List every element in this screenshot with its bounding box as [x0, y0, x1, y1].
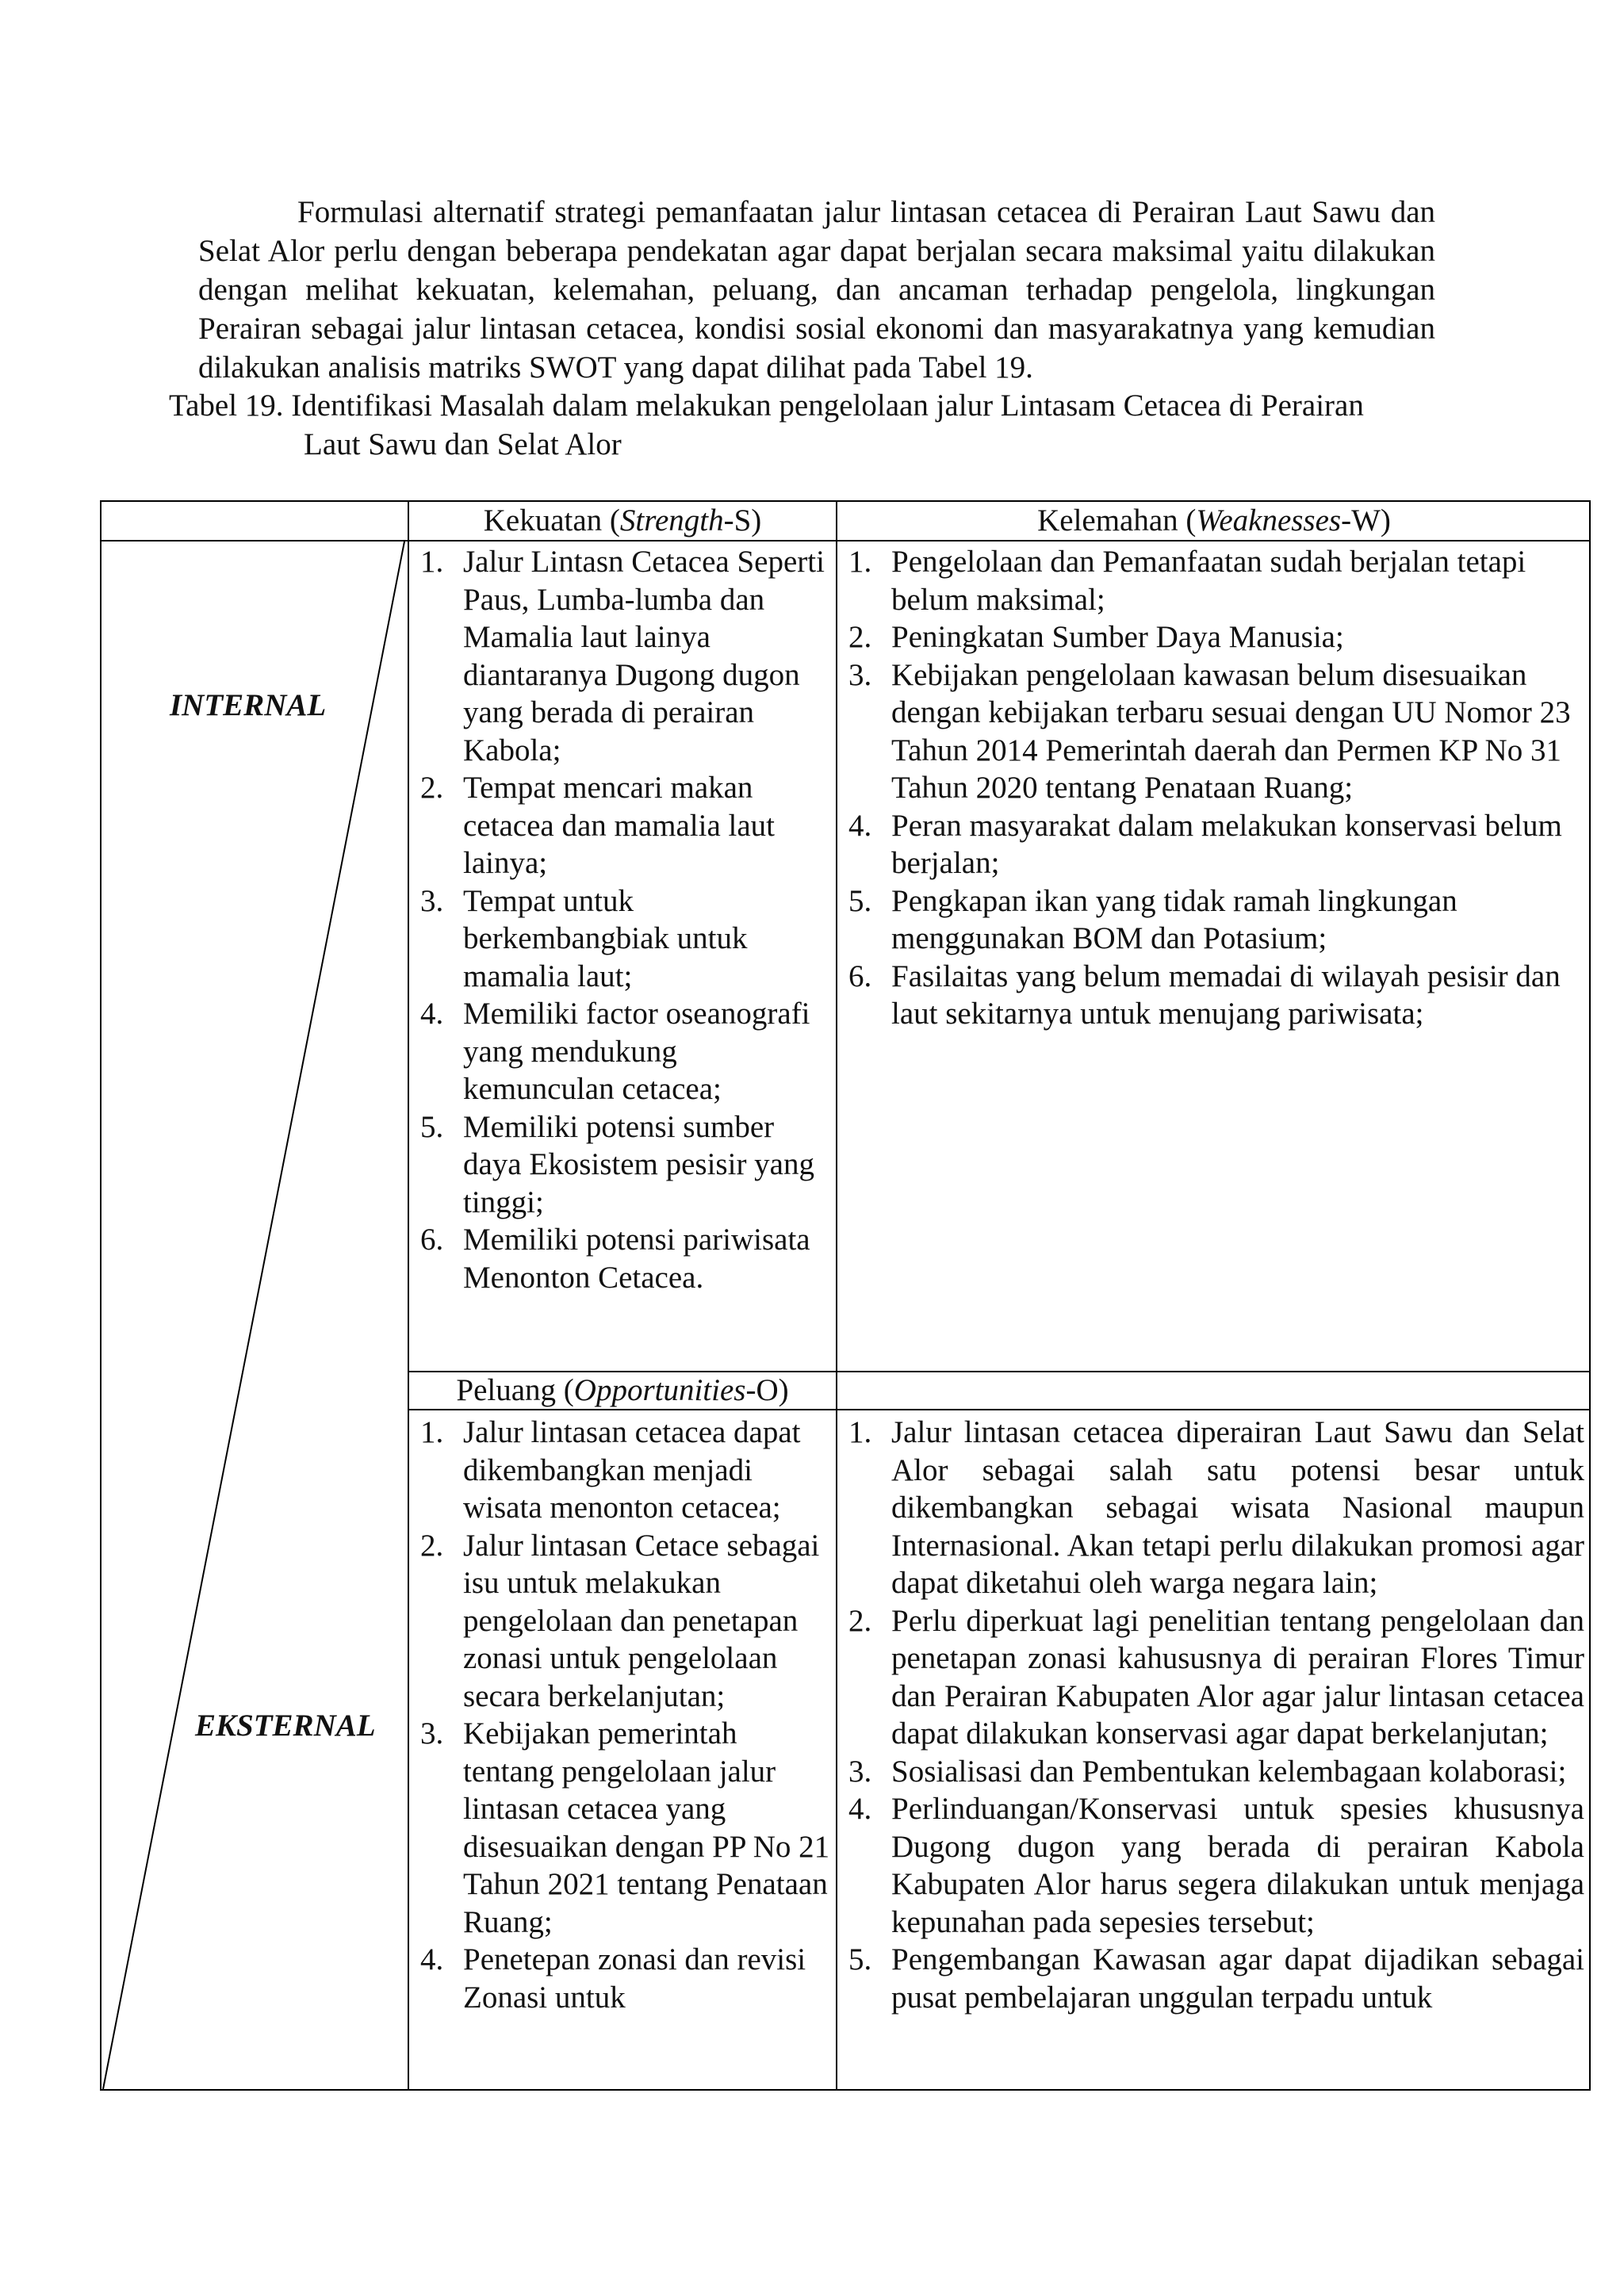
opportunities-cell: [411, 1414, 831, 2087]
list-item: 2. Peningkatan Sumber Daya Manusia;: [848, 620, 1344, 654]
list-item: 3. Sosialisasi dan Pembentukan kelembagaan kolaborasi;: [848, 1754, 1567, 1789]
eksternal-label: EKSTERNAL: [195, 1709, 376, 1743]
list-item: 1. Jalur Lintasn Cetacea Seperti Paus, Lumba-lumba dan Mamalia laut lainya diantaranya Dugong dugon yang berada di perairan Kabola;: [420, 545, 825, 767]
diagonal-divider: [102, 502, 411, 2091]
intro-paragraph: [198, 193, 1435, 387]
list-item: 5. Pengkapan ikan yang tidak ramah lingkungan menggunakan BOM dan Potasium;: [848, 883, 1457, 955]
strength-header: Kekuatan (Strength-S): [483, 503, 762, 538]
opportunity-notes-cell: [839, 1414, 1584, 2087]
column-divider-2: [836, 502, 837, 2091]
list-item: 3. Tempat untuk berkembangbiak untuk mamalia laut;: [420, 883, 748, 993]
caption-line-1: Tabel 19. Identifikasi Masalah dalam melakukan pengelolaan jalur Lintasam Cetacea di Perairan: [169, 388, 1364, 423]
list-item: 1. Pengelolaan dan Pemanfaatan sudah berjalan tetapi belum maksimal;: [848, 545, 1526, 617]
list-item: 5. Pengembangan Kawasan agar dapat dijadikan sebagai pusat pembelajaran unggulan terpadu untuk: [848, 1942, 1584, 2015]
weakness-header: Kelemahan (Weaknesses-W): [1037, 503, 1391, 538]
opportunities-list: [411, 1414, 831, 2016]
weaknesses-cell: [839, 543, 1584, 1033]
list-item: 4. Memiliki factor oseanografi yang mendukung kemunculan cetacea;: [420, 997, 810, 1106]
opportunity-header: Peluang (Opportunities-O): [456, 1373, 789, 1407]
column-divider-1: [408, 502, 409, 2091]
list-item: 2. Perlu diperkuat lagi penelitian tentang pengelolaan dan penetapan zonasi kahususnya di perairan Flores Timur dan Perairan Kabupaten Alor agar jalur lintasan cetacea dapat dilakukan konservasi agar dapat berkelanjutan;: [848, 1603, 1584, 1751]
intro-text: Formulasi alternatif strategi pemanfaatan jalur lintasan cetacea di Perairan Laut Sawu dan Selat Alor perlu dengan beberapa pendekatan agar dapat berjalan secara maksimal yaitu dilakukan dengan melihat kekuatan, kelemahan, peluang, dan ancaman terhadap pengelola, lingkungan Perairan sebagai jalur lintasan cetacea, kondisi sosial ekonomi dan masyarakatnya yang kemudian dilakukan analisis matriks SWOT yang dapat dilihat pada Tabel 19.: [198, 195, 1435, 385]
list-item: 1. Jalur lintasan cetacea diperairan Laut Sawu dan Selat Alor sebagai salah satu potensi besar untuk dikembangkan sebagai wisata Nasional maupun Internasional. Akan tetapi perlu dilakukan promosi agar dapat diketahui oleh warga negara lain;: [848, 1415, 1584, 1600]
list-item: 4. Penetepan zonasi dan revisi Zonasi untuk: [420, 1942, 806, 2015]
header-row-divider: [102, 540, 1591, 541]
list-item: 2. Tempat mencari makan cetacea dan mamalia laut lainya;: [420, 771, 776, 880]
list-item: 3. Kebijakan pemerintah tentang pengelolaan jalur lintasan cetacea yang disesuaikan dengan PP No 21 Tahun 2021 tentang Penataan Ruang;: [420, 1716, 830, 1939]
list-item: 4. Perlinduangan/Konservasi untuk spesies khususnya Dugong dugon yang berada di perairan Kabola Kabupaten Alor harus segera dilakukan untuk menjaga kepunahan pada sepesies tersebut;: [848, 1792, 1584, 1939]
caption-line-2: Laut Sawu dan Selat Alor: [304, 427, 622, 461]
table-caption: [169, 386, 1454, 464]
swot-table: [100, 500, 1591, 2091]
opportunity-notes-list: [839, 1414, 1584, 2016]
strengths-cell: [411, 543, 831, 1296]
internal-label: INTERNAL: [170, 688, 327, 722]
weaknesses-list: [839, 543, 1584, 1033]
list-item: 2. Jalur lintasan Cetace sebagai isu untuk melakukan pengelolaan dan penetapan zonasi untuk pengelolaan secara berkelanjutan;: [420, 1528, 820, 1713]
list-item: 6. Memiliki potensi pariwisata Menonton Cetacea.: [420, 1223, 810, 1295]
strengths-list: [411, 543, 831, 1296]
list-item: 1. Jalur lintasan cetacea dapat dikembangkan menjadi wisata menonton cetacea;: [420, 1415, 801, 1525]
list-item: 6. Fasilaitas yang belum memadai di wilayah pesisir dan laut sekitarnya untuk menujang pariwisata;: [848, 959, 1561, 1031]
list-item: 3. Kebijakan pengelolaan kawasan belum disesuaikan dengan kebijakan terbaru sesuai dengan UU Nomor 23 Tahun 2014 Pemerintah daerah dan Permen KP No 31 Tahun 2020 tentang Penataan Ruang;: [848, 657, 1571, 805]
list-item: 4. Peran masyarakat dalam melakukan konservasi belum berjalan;: [848, 808, 1562, 880]
list-item: 5. Memiliki potensi sumber daya Ekosistem pesisir yang tinggi;: [420, 1109, 814, 1219]
